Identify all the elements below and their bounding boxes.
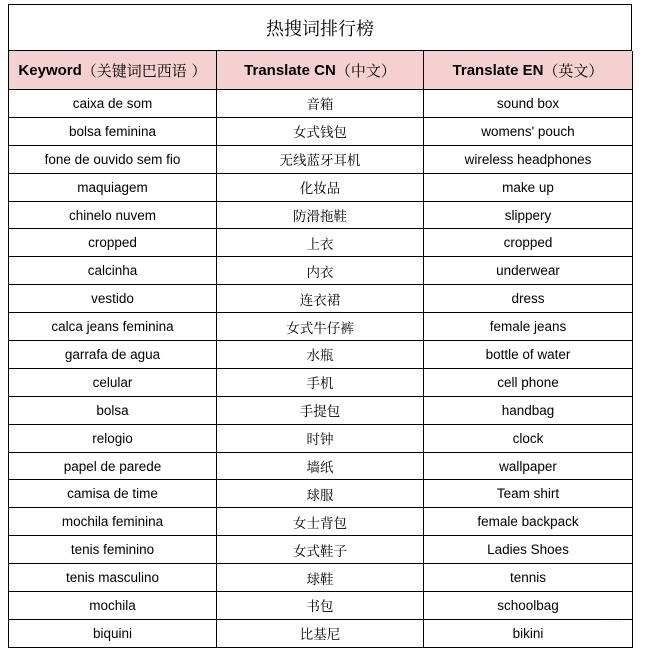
translate-en-cell: underwear (424, 257, 633, 285)
translate-cn-cell: 时钟 (217, 425, 424, 453)
translate-en-cell: wireless headphones (424, 146, 633, 174)
header-keyword-note: （关键词巴西语 ） (81, 61, 207, 80)
translate-en-cell: clock (424, 425, 633, 453)
header-en-note: （英文） (543, 61, 604, 80)
keyword-cell: camisa de time (9, 480, 217, 508)
translate-cn-cell: 上衣 (217, 229, 424, 257)
header-translate-cn (217, 51, 424, 90)
keyword-cell: caixa de som (9, 90, 217, 118)
table-title: 热搜词排行榜 (9, 5, 632, 51)
translate-en-cell: make up (424, 174, 633, 202)
header-cn-label: Translate CN (244, 61, 336, 79)
translate-cn-cell: 内衣 (217, 257, 424, 285)
translate-cn-cell: 手机 (217, 369, 424, 397)
translate-en-cell: schoolbag (424, 592, 633, 620)
keyword-cell: cropped (9, 229, 217, 257)
keyword-cell: calcinha (9, 257, 217, 285)
watermark: ······ (604, 615, 625, 628)
header-keyword-label: Keyword (18, 61, 82, 79)
table-row (9, 174, 632, 202)
translate-en-cell: handbag (424, 397, 633, 425)
table-row (9, 480, 632, 508)
translate-en-cell: bottle of water (424, 341, 633, 369)
table-row (9, 425, 632, 453)
table-row (9, 229, 632, 257)
table-row (9, 313, 632, 341)
table-row (9, 564, 632, 592)
translate-cn-cell: 连衣裙 (217, 285, 424, 313)
keyword-cell: biquini (9, 620, 217, 648)
translate-en-cell: dress (424, 285, 633, 313)
table-row (9, 453, 632, 481)
header-keyword (9, 51, 217, 90)
translate-cn-cell: 化妆品 (217, 174, 424, 202)
translate-cn-cell: 比基尼 (217, 620, 424, 648)
keyword-cell: vestido (9, 285, 217, 313)
translate-cn-cell: 防滑拖鞋 (217, 202, 424, 230)
keyword-cell: calca jeans feminina (9, 313, 217, 341)
translate-cn-cell: 墙纸 (217, 453, 424, 481)
translate-en-cell: female jeans (424, 313, 633, 341)
keyword-cell: fone de ouvido sem fio (9, 146, 217, 174)
translate-en-cell: slippery (424, 202, 633, 230)
keyword-cell: garrafa de agua (9, 341, 217, 369)
translate-cn-cell: 女式牛仔裤 (217, 313, 424, 341)
table-row (9, 369, 632, 397)
keyword-cell: papel de parede (9, 453, 217, 481)
translate-cn-cell: 女式钱包 (217, 118, 424, 146)
keyword-cell: mochila feminina (9, 508, 217, 536)
translate-cn-cell: 音箱 (217, 90, 424, 118)
keyword-cell: tenis feminino (9, 536, 217, 564)
translate-cn-cell: 无线蓝牙耳机 (217, 146, 424, 174)
translate-en-cell: female backpack (424, 508, 633, 536)
table-row (9, 118, 632, 146)
keyword-cell: bolsa (9, 397, 217, 425)
translate-en-cell: womens' pouch (424, 118, 633, 146)
keyword-cell: celular (9, 369, 217, 397)
table-row (9, 202, 632, 230)
translate-cn-cell: 手提包 (217, 397, 424, 425)
translate-en-cell: Team shirt (424, 480, 633, 508)
translate-cn-cell: 书包 (217, 592, 424, 620)
keyword-cell: bolsa feminina (9, 118, 217, 146)
table-row (9, 341, 632, 369)
keyword-cell: chinelo nuvem (9, 202, 217, 230)
header-translate-en (424, 51, 633, 90)
table-row (9, 257, 632, 285)
keyword-cell: maquiagem (9, 174, 217, 202)
translate-en-cell: Ladies Shoes (424, 536, 633, 564)
table-row (9, 90, 632, 118)
translate-en-cell: cell phone (424, 369, 633, 397)
keyword-cell: tenis masculino (9, 564, 217, 592)
keyword-cell: mochila (9, 592, 217, 620)
translate-cn-cell: 女式鞋子 (217, 536, 424, 564)
table-header-row (9, 51, 632, 90)
hot-search-table (8, 4, 632, 648)
header-cn-note: （中文） (335, 61, 396, 80)
translate-cn-cell: 水瓶 (217, 341, 424, 369)
table-row (9, 592, 632, 620)
translate-en-cell: bikini (424, 620, 633, 648)
keyword-cell: relogio (9, 425, 217, 453)
translate-en-cell: sound box (424, 90, 633, 118)
translate-en-cell: wallpaper (424, 453, 633, 481)
table-row (9, 536, 632, 564)
header-en-label: Translate EN (452, 61, 544, 79)
table-row (9, 508, 632, 536)
table-row (9, 285, 632, 313)
translate-cn-cell: 女士背包 (217, 508, 424, 536)
table-row (9, 397, 632, 425)
translate-en-cell: tennis (424, 564, 633, 592)
table-row (9, 146, 632, 174)
translate-cn-cell: 球鞋 (217, 564, 424, 592)
translate-en-cell: cropped (424, 229, 633, 257)
table-row (9, 620, 632, 648)
translate-cn-cell: 球服 (217, 480, 424, 508)
